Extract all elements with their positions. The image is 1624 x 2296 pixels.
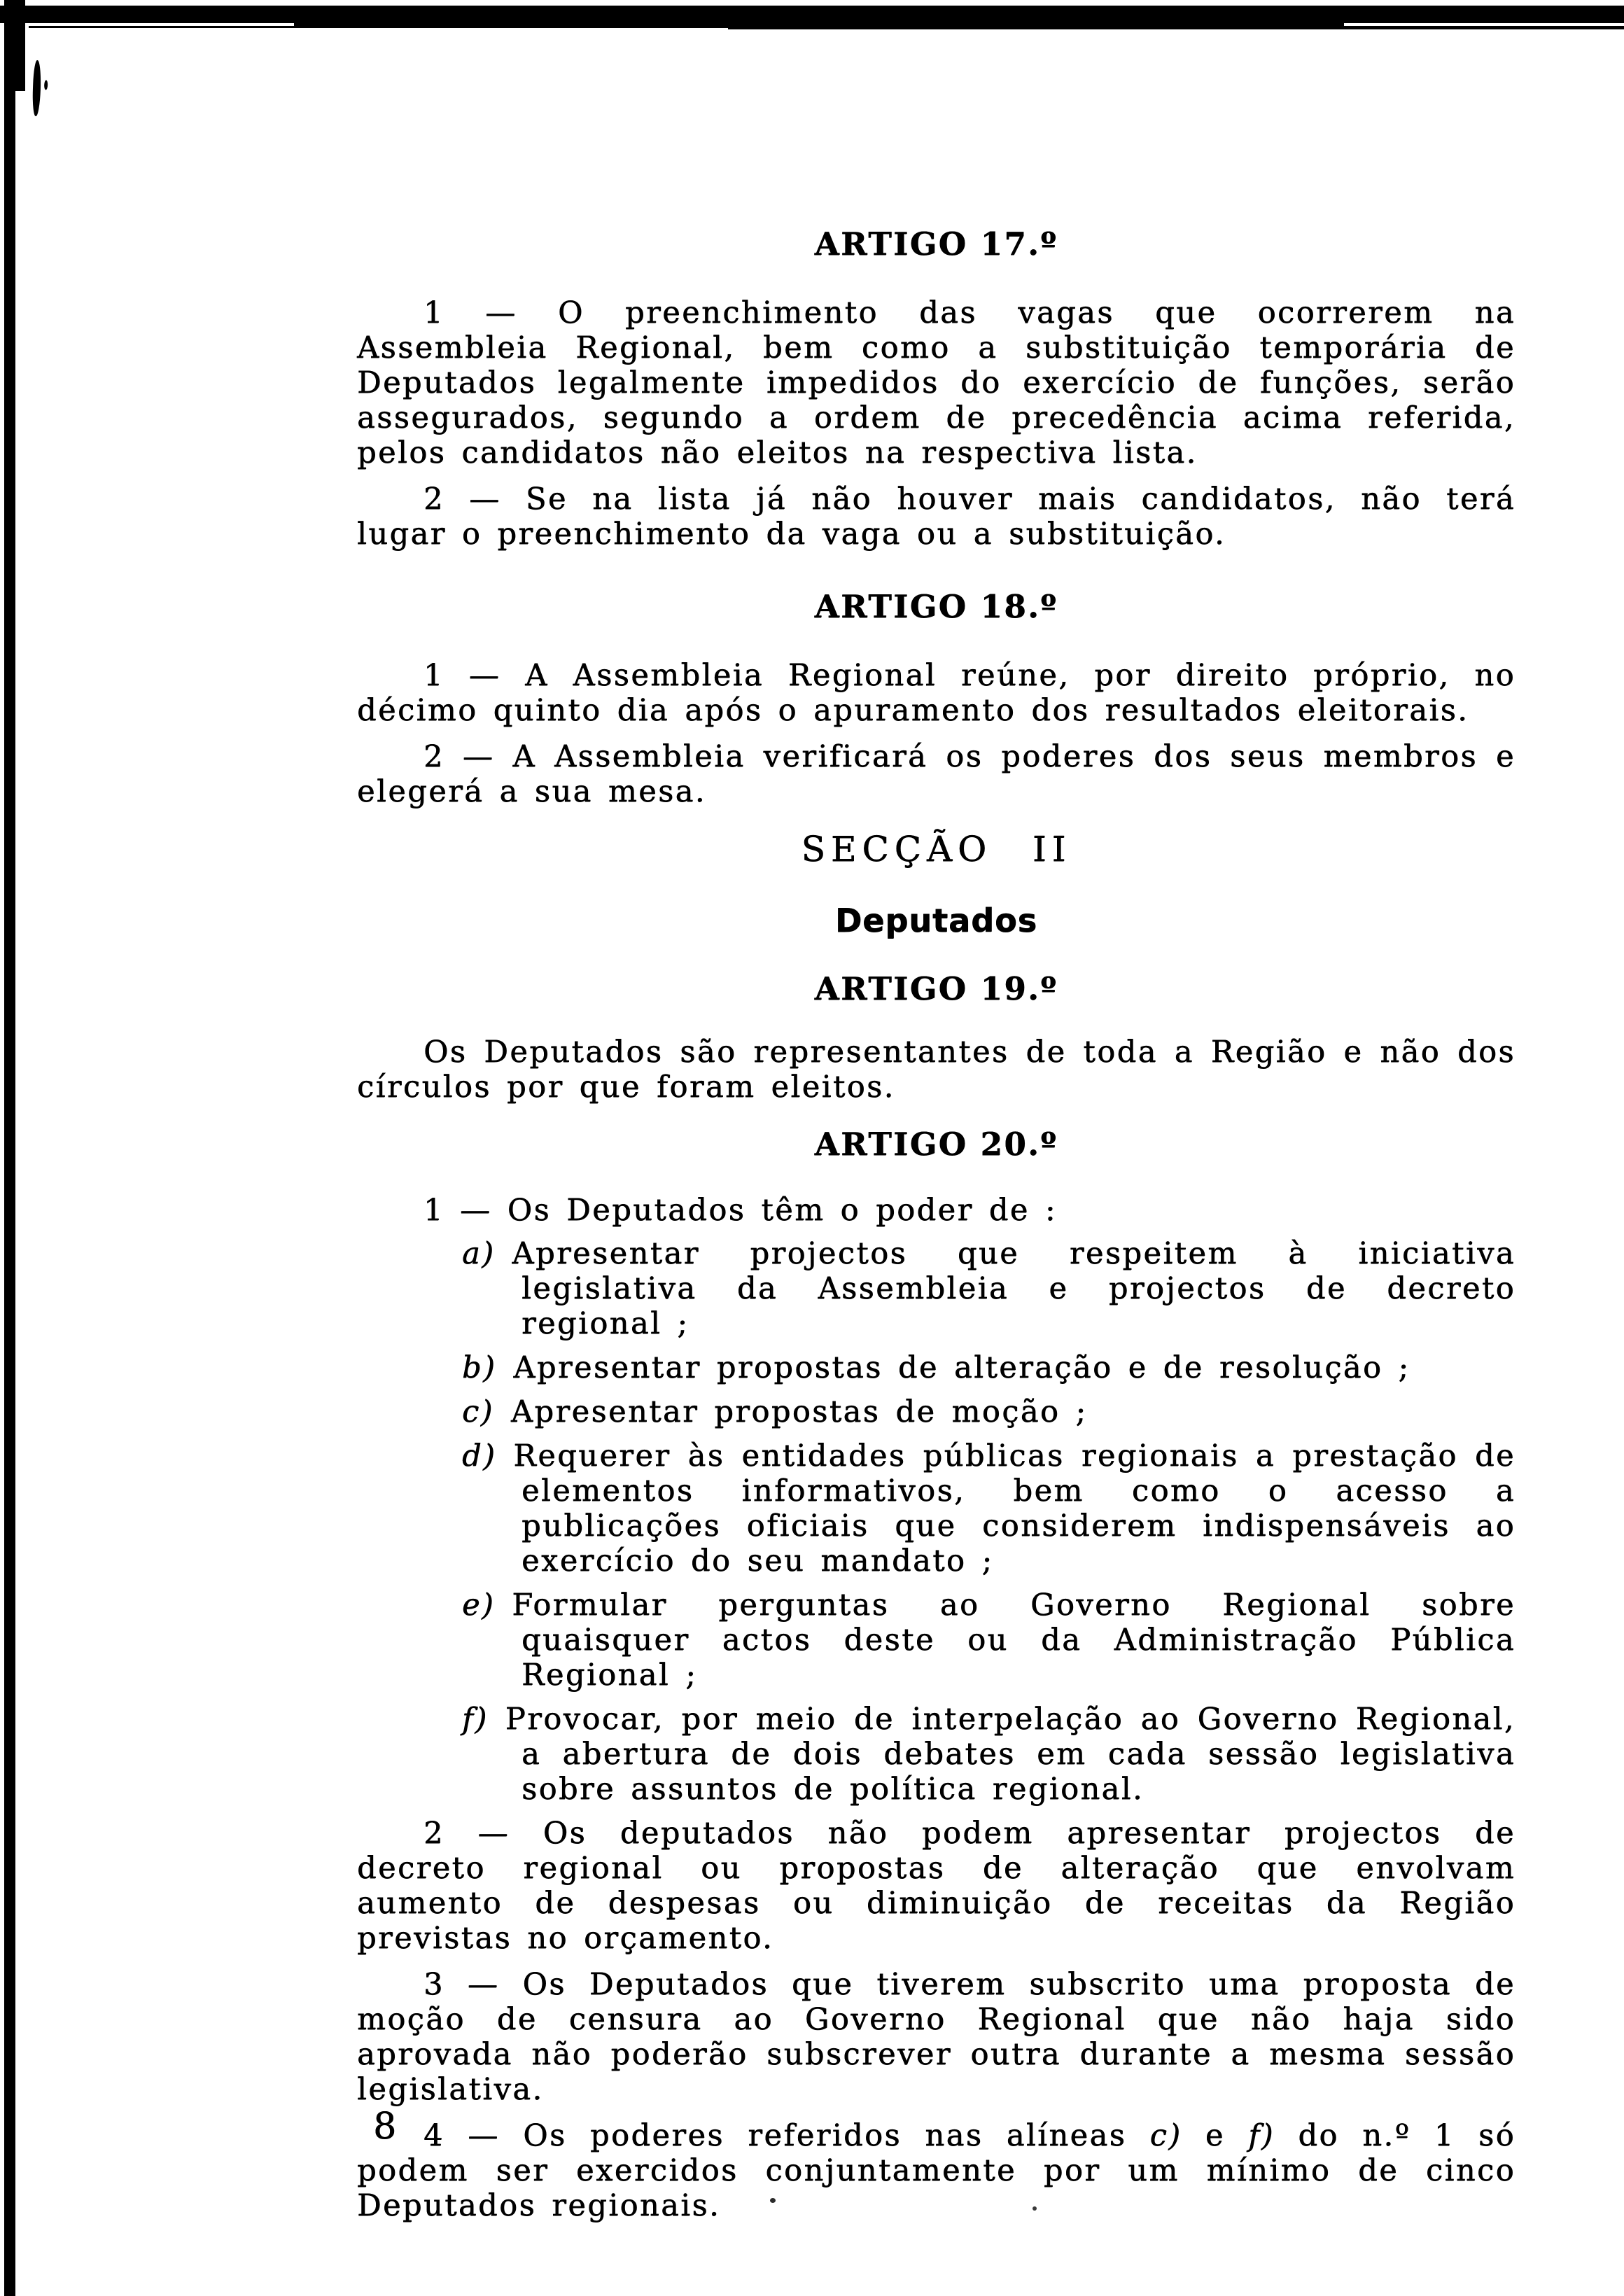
article-17-paragraph-2: 2 — Se na lista já não houver mais candidatos, não terá lugar o preenchimento da vaga ou a substituição.: [357, 482, 1516, 552]
article-18-paragraph-1: 1 — A Assembleia Regional reúne, por direito próprio, no décimo quinto dia após o apuramento dos resultados eleitorais.: [357, 658, 1516, 728]
item-text-c: Apresentar propostas de moção ;: [510, 1394, 1088, 1429]
section-2-subtitle: Deputados: [835, 902, 1037, 939]
list-item-f: [462, 1702, 1516, 1807]
article-19-heading: ARTIGO 19.º: [814, 970, 1058, 1007]
list-item-a: [462, 1236, 1516, 1341]
document-content: [357, 225, 1516, 2234]
item-text-f: Provocar, por meio de interpelação ao Governo Regional, a abertura de dois debates em cada sessão legislativa sobre assuntos de política regional.: [505, 1702, 1516, 1807]
article-20-paragraph-2: 2 — Os deputados não podem apresentar projectos de decreto regional ou propostas de alteração que envolvam aumento de despesas ou diminuição de receitas da Região previstas no orçamento.: [357, 1816, 1516, 1956]
item-text-d: Requerer às entidades públicas regionais a prestação de elementos informativos, bem como o acesso a publicações oficiais que considerem indispensáveis ao exercício do seu mandato ;: [513, 1438, 1516, 1578]
item-label-a: a): [462, 1236, 496, 1271]
scan-artifact-ink-mark: [32, 60, 42, 116]
page-number: 8: [373, 2106, 397, 2148]
article-18-paragraph-2: 2 — A Assembleia verificará os poderes dos seus membros e elegerá a sua mesa.: [357, 739, 1516, 809]
item-label-c: c): [462, 1394, 494, 1429]
item-label-e: e): [462, 1588, 496, 1623]
scan-artifact-left-bar: [4, 0, 15, 2296]
list-item-e: [462, 1588, 1516, 1693]
p4-text-post: do n.º 1 só podem ser exercidos conjuntamente por um mínimo de cinco Deputados regionais.: [357, 2118, 1516, 2223]
section-2-heading: SECÇÃO II: [801, 829, 1072, 869]
article-18-heading: ARTIGO 18.º: [814, 588, 1058, 625]
item-label-f: f): [462, 1702, 489, 1737]
article-17-heading: ARTIGO 17.º: [814, 225, 1058, 262]
item-text-e: Formular perguntas ao Governo Regional sobre quaisquer actos deste ou da Administração Pública Regional ;: [512, 1588, 1516, 1693]
article-20-heading: ARTIGO 20.º: [814, 1126, 1058, 1163]
list-item-d: [462, 1438, 1516, 1578]
article-20-paragraph-3: 3 — Os Deputados que tiverem subscrito uma proposta de moção de censura ao Governo Regional que não haja sido aprovada não poderão subscrever outra durante a mesma sessão legislativa.: [357, 1967, 1516, 2107]
item-text-a: Apresentar projectos que respeitem à iniciativa legislativa da Assembleia e projectos de decreto regional ;: [512, 1236, 1516, 1341]
article-20-intro: 1 — Os Deputados têm o poder de :: [424, 1193, 1057, 1228]
item-label-d: d): [462, 1438, 497, 1474]
list-item-c: [462, 1394, 1516, 1429]
item-label-b: b): [462, 1350, 497, 1385]
list-item-b: [462, 1350, 1516, 1385]
article-17-paragraph-1: 1 — O preenchimento das vagas que ocorrerem na Assembleia Regional, bem como a substituição temporária de Deputados legalmente impedidos do exercício de funções, serão assegurados, segundo a ordem de precedência acima referida, pelos candidatos não eleitos na respectiva lista.: [357, 295, 1516, 470]
p4-alinea-f: f): [1248, 2118, 1275, 2153]
scan-artifact-top-bar: [0, 6, 1624, 23]
item-text-b: Apresentar propostas de alteração e de resolução ;: [513, 1350, 1410, 1385]
p4-alinea-c: c): [1149, 2118, 1182, 2153]
article-20-paragraph-4: [357, 2118, 1516, 2223]
p4-text-pre: 4 — Os poderes referidos nas alíneas: [424, 2118, 1150, 2153]
article-19-paragraph-1: Os Deputados são representantes de toda a Região e não dos círculos por que foram eleitos.: [357, 1035, 1516, 1105]
p4-text-mid: e: [1182, 2118, 1249, 2153]
